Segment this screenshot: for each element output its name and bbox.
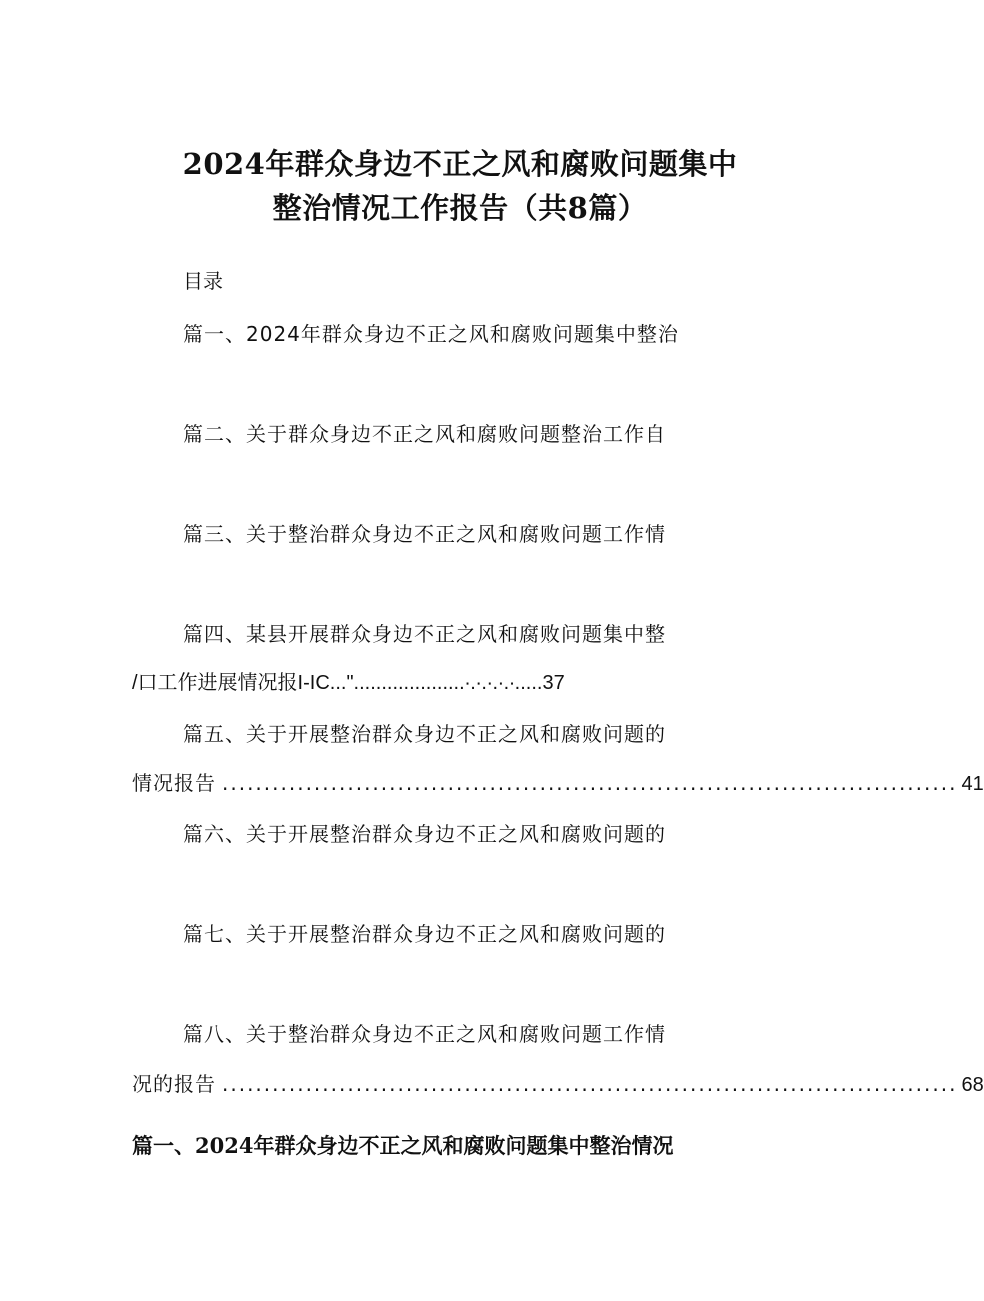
toc-entry-8-leader-line[interactable] (132, 1068, 984, 1097)
dot-leader: ........................................................................................ (222, 1072, 958, 1096)
toc-entry-5-continuation: 情况报告 (132, 771, 216, 795)
toc-entry-4[interactable]: 篇四、某县开展群众身边不正之风和腐败问题集中整 (183, 622, 666, 646)
toc-entry-4-continuation[interactable]: /口工作进展情况报I-IC..."....................∙.∙.∙.∙.∙.....37 (132, 672, 565, 694)
toc-entry-5-leader-line[interactable] (132, 767, 984, 796)
toc-entry-8[interactable]: 篇八、关于整治群众身边不正之风和腐败问题工作情 (183, 1022, 666, 1046)
toc-entry-5[interactable]: 篇五、关于开展整治群众身边不正之风和腐败问题的 (183, 722, 666, 746)
document-title-line-1: 2024年群众身边不正之风和腐败问题集中 (182, 147, 738, 181)
toc-entry-3[interactable]: 篇三、关于整治群众身边不正之风和腐败问题工作情 (183, 522, 666, 546)
dot-leader: ........................................................................................ (222, 771, 958, 795)
document-title-line-2: 整治情况工作报告（共8篇） (272, 191, 648, 225)
toc-entry-2[interactable]: 篇二、关于群众身边不正之风和腐败问题整治工作自 (183, 422, 666, 446)
toc-entry-1[interactable]: 篇一、2024年群众身边不正之风和腐败问题集中整治 (183, 322, 679, 346)
toc-entry-5-page-number: 41 (961, 773, 984, 795)
section-heading: 篇一、2024年群众身边不正之风和腐败问题集中整治情况 (132, 1133, 674, 1158)
toc-entry-7[interactable]: 篇七、关于开展整治群众身边不正之风和腐败问题的 (183, 922, 666, 946)
toc-heading: 目录 (183, 269, 223, 293)
toc-entry-6[interactable]: 篇六、关于开展整治群众身边不正之风和腐败问题的 (183, 822, 666, 846)
toc-entry-8-page-number: 68 (961, 1074, 984, 1096)
toc-entry-8-continuation: 况的报告 (132, 1072, 216, 1096)
